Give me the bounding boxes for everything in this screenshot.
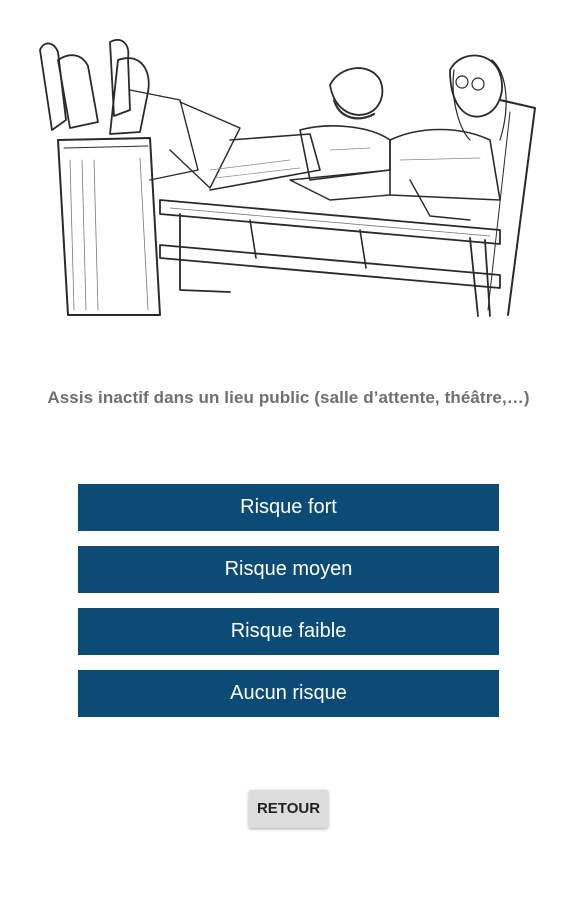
answer-button-risque-faible[interactable]: Risque faible	[78, 608, 499, 655]
question-text: Assis inactif dans un lieu public (salle d’attente, théâtre,…)	[47, 388, 530, 407]
answer-list	[78, 484, 499, 717]
answer-button-risque-moyen[interactable]: Risque moyen	[78, 546, 499, 593]
answer-button-risque-fort[interactable]: Risque fort	[78, 484, 499, 531]
people-sitting-on-bench-sketch-icon	[30, 30, 550, 320]
answer-button-aucun-risque[interactable]: Aucun risque	[78, 670, 499, 717]
back-button[interactable]: RETOUR	[249, 790, 328, 828]
